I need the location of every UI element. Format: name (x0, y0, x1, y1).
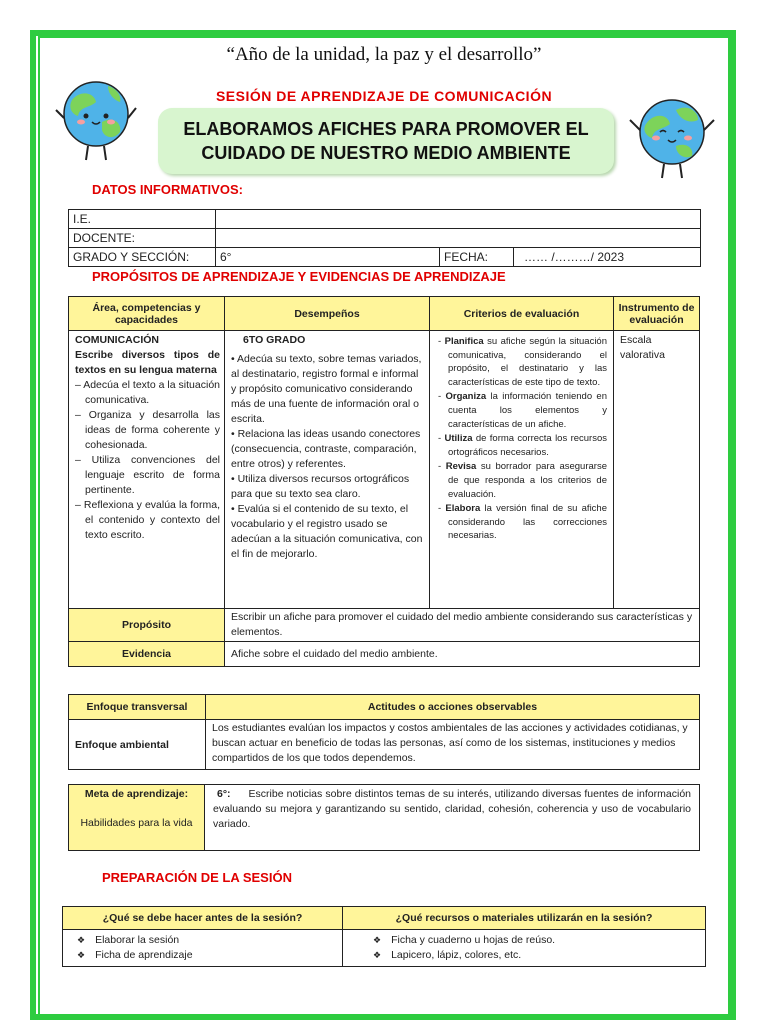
criterio-text: la versión final de su afiche considerando las correcciones necesarias. (448, 503, 607, 542)
list-item: – Reflexiona y evalúa la forma, el contenido y contexto del texto escrito. (75, 499, 220, 541)
meta-label: Meta de aprendizaje: (84, 788, 189, 800)
table-row (69, 609, 700, 642)
session-title-box (158, 108, 614, 174)
enfoque-text: Los estudiantes evalúan los impactos y costos ambientales de las acciones y actividades cotidianas, y buscan actuar en beneficio de todas las personas, así como de los sistemas, instituciones y medios compartidos de los que todos dependemos. (206, 720, 700, 770)
list-item: – Utiliza convenciones del lenguaje escrito de forma pertinente. (75, 454, 220, 496)
list-item: - Elabora la versión final de su afiche considerando las correcciones necesarias. (438, 503, 607, 542)
criterio-text: su afiche según la situación comunicativa, considerando el propósito, el destinatario y las características de este tipo de texto. (448, 336, 607, 388)
col-area-header: Área, competencias y capacidades (69, 297, 225, 331)
list-item: - Organiza la información teniendo en cuenta los elementos y características de un afiche. (438, 391, 607, 430)
enfoque-name: Enfoque ambiental (69, 720, 206, 770)
docente-label: DOCENTE: (69, 229, 216, 248)
grado-value: 6° (216, 248, 440, 267)
criterio-verb: Organiza (445, 391, 487, 403)
proposito-label: Propósito (69, 609, 225, 642)
table-row (69, 210, 701, 229)
table-row (69, 695, 700, 720)
list-item: - Revisa su borrador para asegurarse de que responda a los criterios de evaluación. (438, 461, 607, 500)
col-criterios-header: Criterios de evaluación (430, 297, 614, 331)
proposito-text: Escribir un afiche para promover el cuidado del medio ambiente considerando sus características y elementos. (225, 609, 700, 642)
criterio-verb: Planifica (444, 336, 484, 347)
enfoque-col1-header: Enfoque transversal (69, 695, 206, 720)
meta-sublabel: Habilidades para la vida (80, 817, 193, 829)
criterio-text: la información teniendo en cuenta los elementos y características de un afiche. (448, 391, 607, 430)
grade-label: 6TO GRADO (243, 334, 306, 346)
table-row (69, 642, 700, 667)
session-title-line1: ELABORAMOS AFICHES PARA PROMOVER EL (183, 119, 589, 139)
list-item: • Utiliza diversos recursos ortográficos para que su texto sea claro. (231, 473, 410, 500)
area-title: COMUNICACIÓN (75, 334, 159, 346)
datos-table (68, 209, 701, 267)
criterios-cell (430, 331, 614, 609)
table-row (69, 229, 701, 248)
datos-heading: DATOS INFORMATIVOS: (92, 182, 243, 197)
session-title-line2: CUIDADO DE NUESTRO MEDIO AMBIENTE (201, 143, 571, 163)
preparacion-heading: PREPARACIÓN DE LA SESIÓN (102, 870, 292, 885)
table-row (69, 297, 700, 331)
ie-value (216, 210, 701, 229)
meta-grade: 6°: (217, 788, 231, 800)
col-desempenos-header: Desempeños (225, 297, 430, 331)
list-item: ❖ Ficha de aprendizaje (77, 948, 334, 963)
recursos-header: ¿Qué recursos o materiales utilizarán en la sesión? (343, 907, 706, 930)
list-item: - Planifica su afiche según la situación comunicativa, considerando el propósito, el destinatario y las características de este tipo de texto. (438, 336, 607, 388)
competencia: Escribe diversos tipos de textos en su lengua materna (75, 349, 220, 376)
meta-label-cell (69, 785, 205, 851)
fecha-value: …… /………/ 2023 (514, 248, 701, 267)
table-row (69, 720, 700, 770)
meta-text-cell (205, 785, 700, 851)
evidencia-label: Evidencia (69, 642, 225, 667)
list-item: ❖ Ficha y cuaderno u hojas de reúso. (373, 933, 697, 948)
criterio-verb: Revisa (445, 461, 477, 473)
list-item: – Organiza y desarrolla las ideas de forma coherente y cohesionada. (75, 409, 220, 451)
col-instrumento-header: Instrumento de evaluación (614, 297, 700, 331)
list-item: • Evalúa si el contenido de su texto, el vocabulario y el registro usado se adecúan a la situación comunicativa, con el fin de mejorarlo. (231, 503, 423, 560)
grado-label: GRADO Y SECCIÓN: (69, 248, 216, 267)
evidencia-text: Afiche sobre el cuidado del medio ambiente. (225, 642, 700, 667)
list-item: – Adecúa el texto a la situación comunicativa. (75, 379, 220, 406)
instrumento-cell: Escala valorativa (614, 331, 700, 609)
table-row (63, 930, 706, 967)
meta-text: Escribe noticias sobre distintos temas de su interés, utilizando diversas fuentes de información evaluando su mejora y garantizando su sentido, claridad, cohesión, coherencia y uso de vocabulario variado. (213, 788, 691, 830)
table-row (69, 331, 700, 609)
enfoque-table (68, 694, 700, 770)
area-cell (69, 331, 225, 609)
year-motto: “Año de la unidad, la paz y el desarrollo” (226, 44, 542, 65)
criterio-text: su borrador para asegurarse de que responda a los criterios de evaluación. (448, 461, 607, 500)
list-item: - Utiliza de forma correcta los recursos ortográficos necesarios. (438, 433, 607, 458)
criterio-text: de forma correcta los recursos ortográficos necesarios. (448, 433, 607, 458)
enfoque-col2-header: Actitudes o acciones observables (206, 695, 700, 720)
propositos-table (68, 296, 700, 667)
list-item: • Adecúa su texto, sobre temas variados, al destinatario, registro formal e informal y propósito comunicativo considerando más de una fuente de información oral o escrita. (231, 353, 422, 425)
table-row (63, 907, 706, 930)
docente-value (216, 229, 701, 248)
session-label: SESIÓN DE APRENDIZAJE DE COMUNICACIÓN (215, 88, 553, 104)
antes-header: ¿Qué se debe hacer antes de la sesión? (63, 907, 343, 930)
criterio-verb: Elabora (445, 503, 481, 515)
antes-cell (63, 930, 343, 967)
criterio-verb: Utiliza (444, 433, 473, 445)
preparacion-table (62, 906, 706, 967)
table-row (69, 785, 700, 851)
table-row (69, 248, 701, 267)
earth-mascot-left-icon (50, 72, 142, 164)
list-item: ❖ Elaborar la sesión (77, 933, 334, 948)
meta-table (68, 784, 700, 851)
propositos-heading: PROPÓSITOS DE APRENDIZAJE Y EVIDENCIAS DE APRENDIZAJE (92, 269, 506, 284)
list-item: ❖ Lapicero, lápiz, colores, etc. (373, 948, 697, 963)
capacidades-list (75, 378, 220, 543)
fecha-label: FECHA: (440, 248, 514, 267)
ie-label: I.E. (69, 210, 216, 229)
list-item: • Relaciona las ideas usando conectores (consecuencia, contraste, comparación, entre otros) y referentes. (231, 428, 421, 470)
desempenos-cell (225, 331, 430, 609)
recursos-cell (343, 930, 706, 967)
